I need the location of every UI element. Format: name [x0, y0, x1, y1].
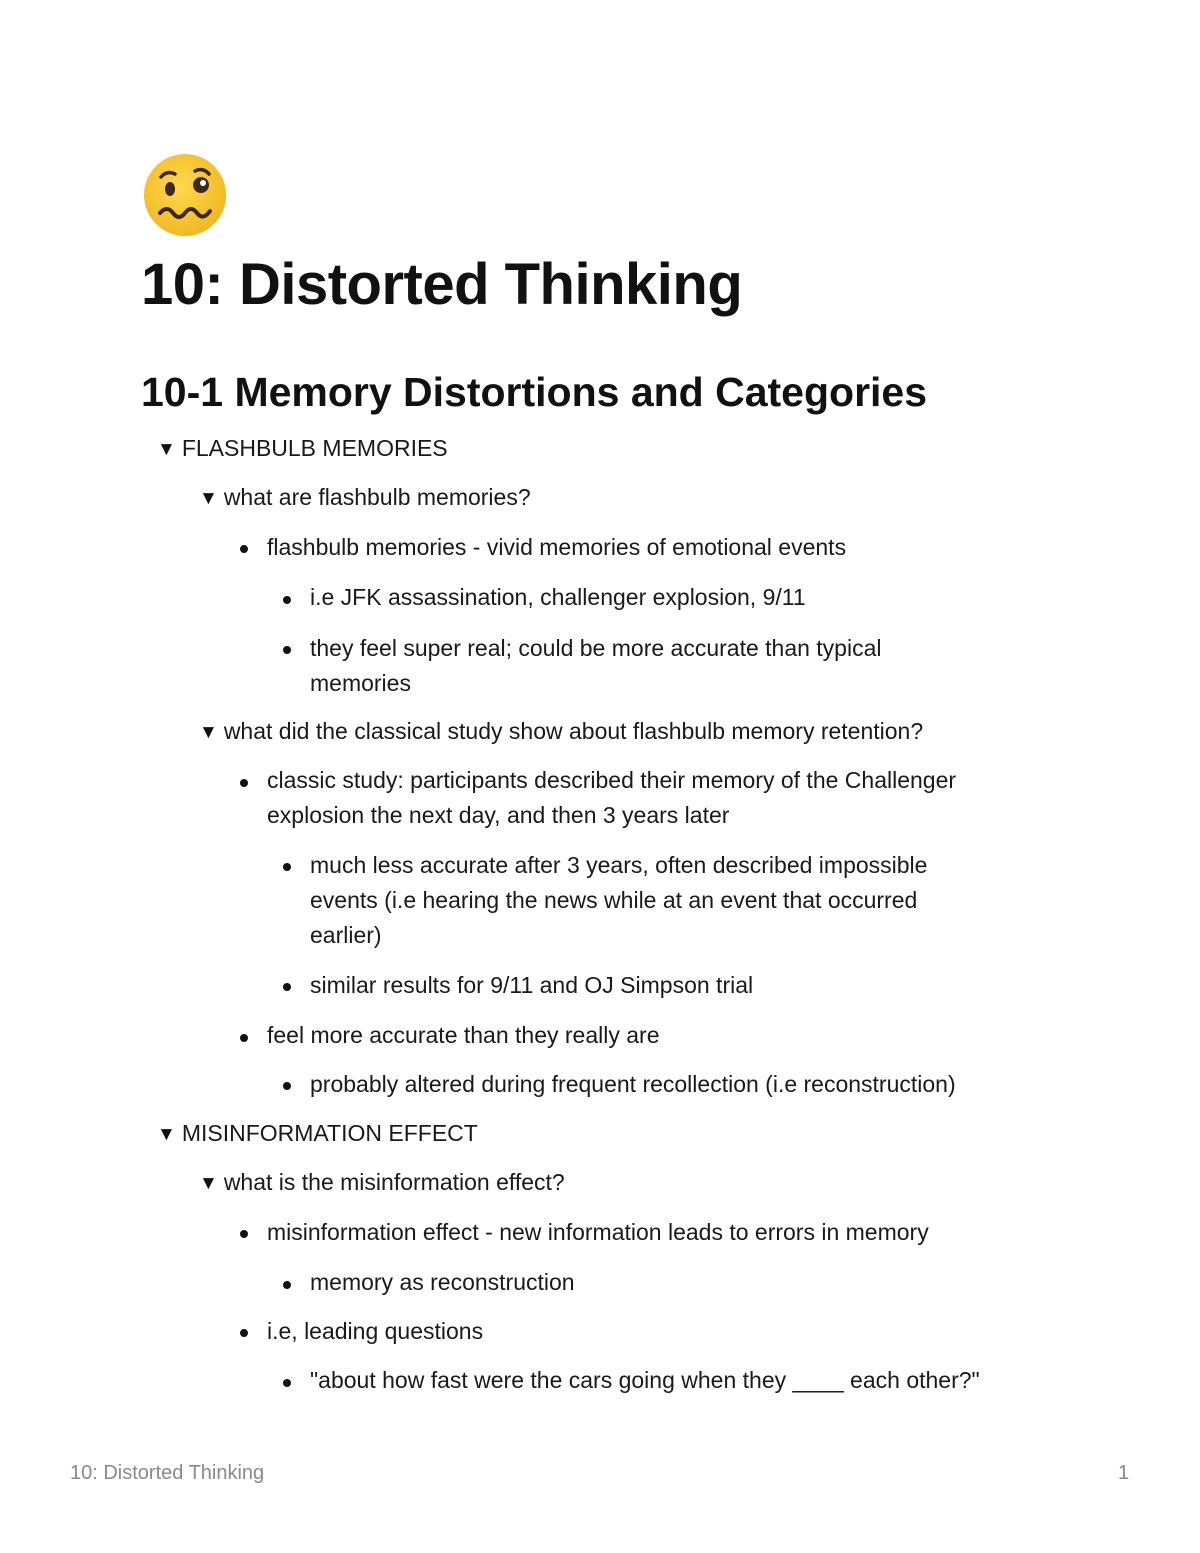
toggle-open-icon: ▼: [157, 1124, 176, 1145]
toggle-label: FLASHBULB MEMORIES: [181, 435, 448, 461]
toggle-open-icon: ▼: [199, 722, 218, 743]
toggle-open-icon: ▼: [199, 488, 218, 509]
footer-title: 10: Distorted Thinking: [70, 1462, 265, 1484]
toggle-label: what are flashbulb memories?: [223, 484, 531, 510]
list-item: misinformation effect - new information leads to errors in memory: [267, 1219, 929, 1245]
page-title: 10: Distorted Thinking: [141, 252, 743, 317]
list-item-continuation: earlier): [310, 922, 382, 948]
list-item-continuation: memories: [310, 670, 411, 696]
page-number: 1: [1118, 1462, 1130, 1484]
list-item: i.e, leading questions: [267, 1318, 484, 1344]
bullet-icon: [240, 1329, 248, 1337]
bullet-icon: [283, 1379, 291, 1387]
woozy-face-icon: [143, 153, 227, 237]
toggle-flashbulb-memories[interactable]: [157, 431, 448, 468]
list-item: flashbulb memories - vivid memories of emotional events: [267, 534, 847, 560]
toggle-label: what is the misinformation effect?: [223, 1169, 565, 1195]
bullet-icon: [283, 596, 291, 604]
bullet-icon: [283, 863, 291, 871]
toggle-misinformation-effect[interactable]: [157, 1116, 478, 1153]
list-item-continuation: explosion the next day, and then 3 years later: [267, 802, 730, 828]
bullet-icon: [240, 1034, 248, 1042]
list-item: much less accurate after 3 years, often described impossible: [310, 852, 928, 878]
list-item: i.e JFK assassination, challenger explosion, 9/11: [310, 584, 806, 610]
list-item: similar results for 9/11 and OJ Simpson trial: [310, 972, 754, 998]
toggle-label: what did the classical study show about flashbulb memory retention?: [223, 718, 924, 744]
toggle-open-icon: ▼: [157, 439, 176, 460]
bullet-icon: [283, 1281, 291, 1289]
bullet-icon: [283, 983, 291, 991]
bullet-icon: [283, 646, 291, 654]
list-item: "about how fast were the cars going when they ____ each other?": [310, 1367, 980, 1393]
list-item-continuation: events (i.e hearing the news while at an event that occurred: [310, 887, 918, 913]
section-heading: 10-1 Memory Distortions and Categories: [141, 369, 928, 415]
bullet-icon: [240, 1230, 248, 1238]
list-item: memory as reconstruction: [310, 1269, 575, 1295]
toggle-open-icon: ▼: [199, 1173, 218, 1194]
bullet-icon: [283, 1082, 291, 1090]
list-item: probably altered during frequent recollection (i.e reconstruction): [310, 1071, 956, 1097]
list-item: classic study: participants described their memory of the Challenger: [267, 767, 957, 793]
bullet-icon: [240, 545, 248, 553]
list-item: they feel super real; could be more accurate than typical: [310, 635, 882, 661]
toggle-classical-study[interactable]: [199, 714, 923, 751]
bullet-icon: [240, 779, 248, 787]
list-item: feel more accurate than they really are: [267, 1022, 660, 1048]
toggle-what-are-flashbulb[interactable]: [199, 480, 531, 517]
toggle-label: MISINFORMATION EFFECT: [181, 1120, 478, 1146]
toggle-what-is-misinformation[interactable]: [199, 1165, 565, 1202]
